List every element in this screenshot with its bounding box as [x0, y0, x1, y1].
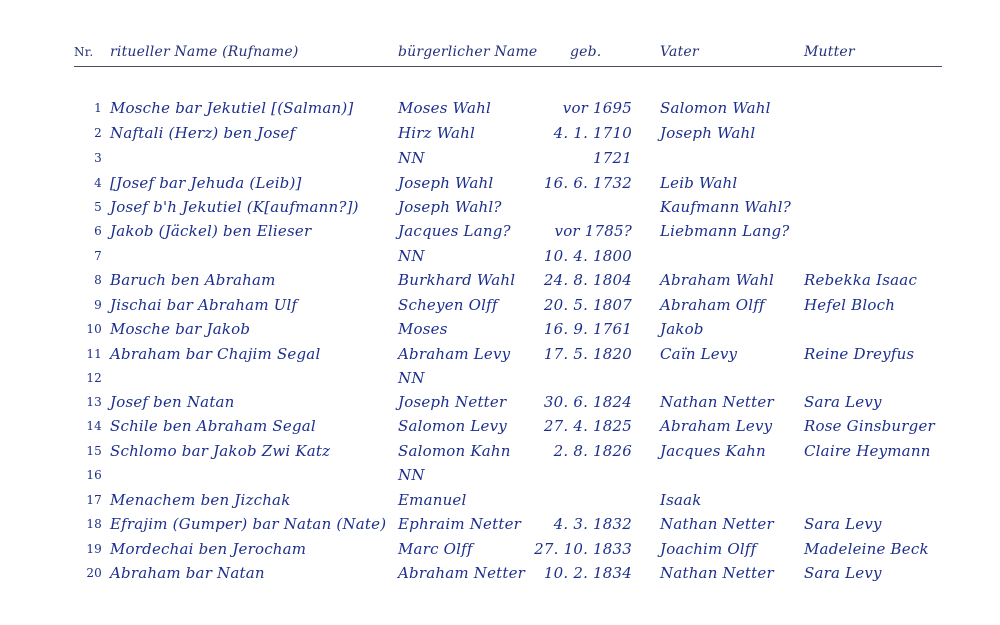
cell-geb: 10. 2. 1834	[543, 564, 632, 582]
cell-geb: 10. 4. 1800	[543, 247, 632, 265]
table-header	[0, 40, 1000, 64]
table-row	[0, 219, 1000, 243]
cell-vater: Liebmann Lang?	[660, 222, 790, 240]
cell-nr: 5	[94, 200, 102, 214]
cell-nr: 12	[86, 371, 102, 385]
cell-ritueller-name: Menachem ben Jizchak	[110, 491, 291, 509]
header-ritueller-name: ritueller Name (Rufname)	[110, 44, 299, 60]
cell-buergerlicher-name: Joseph Wahl?	[398, 198, 502, 216]
cell-vater: Kaufmann Wahl?	[660, 198, 791, 216]
table-row	[0, 171, 1000, 195]
cell-geb: 4. 1. 1710	[553, 124, 632, 142]
cell-mutter: Sara Levy	[804, 564, 882, 582]
cell-geb: vor 1695	[562, 99, 632, 117]
cell-vater: Salomon Wahl	[660, 99, 771, 117]
cell-vater: Abraham Levy	[660, 417, 773, 435]
cell-nr: 10	[86, 322, 102, 336]
cell-geb: 27. 10. 1833	[534, 540, 632, 558]
table-row	[0, 414, 1000, 438]
cell-buergerlicher-name: Ephraim Netter	[398, 515, 522, 533]
cell-ritueller-name: Abraham bar Chajim Segal	[110, 345, 321, 363]
cell-nr: 8	[94, 273, 102, 287]
cell-mutter: Claire Heymann	[804, 442, 931, 460]
cell-buergerlicher-name: Burkhard Wahl	[398, 271, 516, 289]
cell-buergerlicher-name: Salomon Kahn	[398, 442, 511, 460]
cell-ritueller-name: Jakob (Jäckel) ben Elieser	[110, 222, 312, 240]
cell-geb: 30. 6. 1824	[543, 393, 632, 411]
cell-vater: Nathan Netter	[660, 393, 774, 411]
cell-buergerlicher-name: Jacques Lang?	[398, 222, 511, 240]
table-row	[0, 195, 1000, 219]
cell-vater: Leib Wahl	[660, 174, 738, 192]
table-row	[0, 512, 1000, 536]
cell-ritueller-name: Schlomo bar Jakob Zwi Katz	[110, 442, 331, 460]
cell-nr: 3	[94, 151, 102, 165]
cell-ritueller-name: Efrajim (Gumper) bar Natan (Nate)	[110, 515, 387, 533]
cell-mutter: Reine Dreyfus	[804, 345, 915, 363]
cell-mutter: Sara Levy	[804, 393, 882, 411]
cell-buergerlicher-name: NN	[398, 247, 425, 265]
cell-mutter: Rose Ginsburger	[804, 417, 935, 435]
table-row	[0, 96, 1000, 120]
cell-geb: 27. 4. 1825	[543, 417, 632, 435]
table-row	[0, 268, 1000, 292]
cell-ritueller-name: Jischai bar Abraham Ulf	[110, 296, 298, 314]
cell-geb: 17. 5. 1820	[543, 345, 632, 363]
cell-ritueller-name: Abraham bar Natan	[110, 564, 265, 582]
cell-ritueller-name: Mordechai ben Jerocham	[110, 540, 307, 558]
table-row	[0, 121, 1000, 145]
cell-vater: Abraham Olff	[660, 296, 765, 314]
cell-nr: 6	[94, 224, 102, 238]
cell-nr: 1	[94, 101, 102, 115]
cell-buergerlicher-name: Abraham Levy	[398, 345, 511, 363]
cell-nr: 9	[94, 298, 102, 312]
table-row	[0, 293, 1000, 317]
cell-buergerlicher-name: Salomon Levy	[398, 417, 507, 435]
cell-ritueller-name: Mosche bar Jakob	[110, 320, 251, 338]
table-row	[0, 537, 1000, 561]
cell-nr: 18	[86, 517, 102, 531]
cell-vater: Caïn Levy	[660, 345, 738, 363]
cell-ritueller-name: Josef ben Natan	[110, 393, 235, 411]
cell-geb: vor 1785?	[554, 222, 632, 240]
header-nr: Nr.	[74, 45, 94, 59]
cell-nr: 4	[94, 176, 102, 190]
table-row	[0, 244, 1000, 268]
cell-buergerlicher-name: Moses Wahl	[398, 99, 491, 117]
cell-nr: 11	[86, 347, 102, 361]
header-vater: Vater	[660, 44, 699, 60]
cell-nr: 7	[94, 249, 102, 263]
cell-nr: 19	[86, 542, 102, 556]
cell-ritueller-name: Josef b'h Jekutiel (K[aufmann?])	[110, 198, 359, 216]
header-buergerlicher-name: bürgerlicher Name	[398, 44, 538, 60]
cell-vater: Jakob	[660, 320, 704, 338]
cell-nr: 16	[86, 468, 102, 482]
cell-vater: Nathan Netter	[660, 564, 774, 582]
cell-vater: Isaak	[660, 491, 702, 509]
table-row	[0, 317, 1000, 341]
table-row	[0, 366, 1000, 390]
cell-nr: 14	[86, 419, 102, 433]
cell-geb: 2. 8. 1826	[553, 442, 632, 460]
cell-buergerlicher-name: NN	[398, 369, 425, 387]
cell-buergerlicher-name: NN	[398, 466, 425, 484]
table-row	[0, 390, 1000, 414]
cell-nr: 15	[86, 444, 102, 458]
table-row	[0, 561, 1000, 585]
cell-mutter: Rebekka Isaac	[804, 271, 918, 289]
cell-buergerlicher-name: Moses	[398, 320, 448, 338]
cell-vater: Joseph Wahl	[660, 124, 756, 142]
cell-buergerlicher-name: Abraham Netter	[398, 564, 526, 582]
cell-geb: 16. 6. 1732	[543, 174, 632, 192]
cell-mutter: Sara Levy	[804, 515, 882, 533]
cell-mutter: Madeleine Beck	[804, 540, 929, 558]
cell-ritueller-name: Schile ben Abraham Segal	[110, 417, 316, 435]
cell-nr: 13	[86, 395, 102, 409]
table-row	[0, 342, 1000, 366]
cell-vater: Abraham Wahl	[660, 271, 775, 289]
table-row	[0, 146, 1000, 170]
cell-ritueller-name: [Josef bar Jehuda (Leib)]	[110, 174, 302, 192]
cell-geb: 16. 9. 1761	[543, 320, 632, 338]
cell-vater: Joachim Olff	[660, 540, 757, 558]
cell-buergerlicher-name: Joseph Wahl	[398, 174, 494, 192]
header-divider	[74, 66, 942, 67]
cell-buergerlicher-name: Emanuel	[398, 491, 467, 509]
cell-nr: 17	[86, 493, 102, 507]
cell-geb: 4. 3. 1832	[553, 515, 632, 533]
cell-mutter: Hefel Bloch	[804, 296, 896, 314]
cell-geb: 20. 5. 1807	[543, 296, 632, 314]
cell-buergerlicher-name: Hirz Wahl	[398, 124, 476, 142]
cell-vater: Jacques Kahn	[660, 442, 766, 460]
cell-buergerlicher-name: Joseph Netter	[398, 393, 507, 411]
table-row	[0, 488, 1000, 512]
cell-nr: 2	[94, 126, 102, 140]
header-mutter: Mutter	[804, 44, 855, 60]
cell-vater: Nathan Netter	[660, 515, 774, 533]
cell-buergerlicher-name: Scheyen Olff	[398, 296, 498, 314]
cell-ritueller-name: Mosche bar Jekutiel [(Salman)]	[110, 99, 354, 117]
cell-geb: 1721	[593, 149, 632, 167]
cell-buergerlicher-name: NN	[398, 149, 425, 167]
cell-buergerlicher-name: Marc Olff	[398, 540, 473, 558]
cell-ritueller-name: Naftali (Herz) ben Josef	[110, 124, 296, 142]
table-row	[0, 439, 1000, 463]
table-row	[0, 463, 1000, 487]
header-geb: geb.	[570, 44, 602, 60]
cell-geb: 24. 8. 1804	[543, 271, 632, 289]
cell-ritueller-name: Baruch ben Abraham	[110, 271, 276, 289]
cell-nr: 20	[86, 566, 102, 580]
